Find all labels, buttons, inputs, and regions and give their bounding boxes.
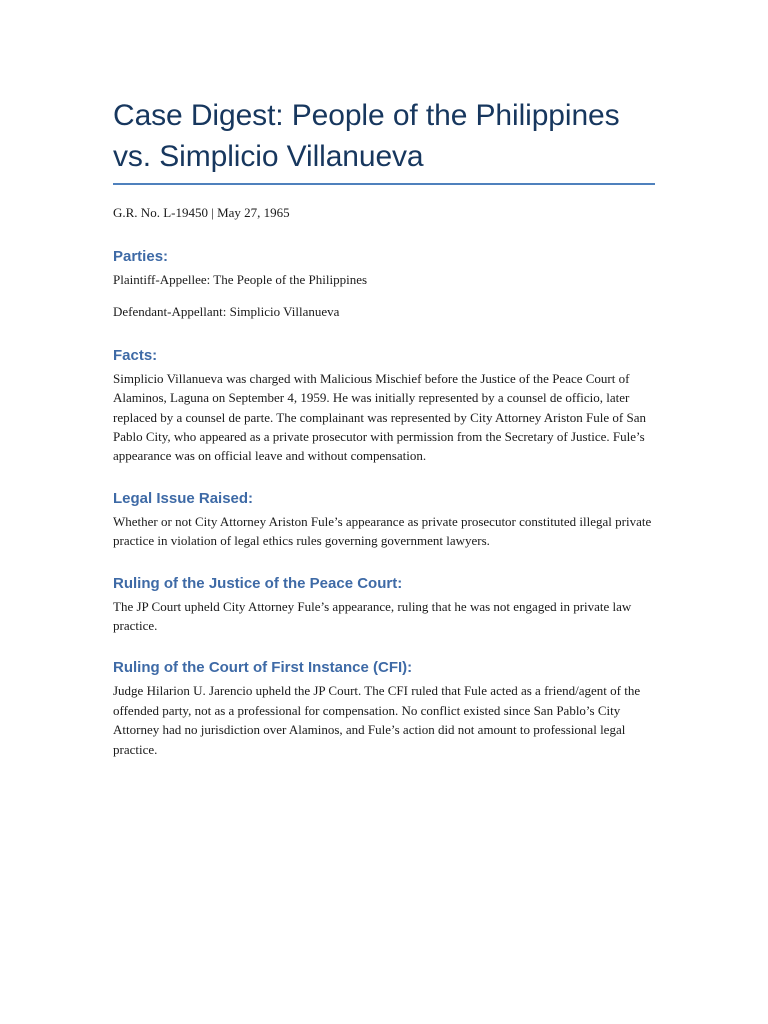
legal-issue-paragraph: Whether or not City Attorney Ariston Fule’s appearance as private prosecutor constituted illegal private practice in violation of legal ethics rules governing government lawyers. <box>113 513 652 549</box>
section-jp-ruling <box>113 574 655 636</box>
case-citation: G.R. No. L-19450 | May 27, 1965 <box>113 205 290 220</box>
section-heading-cfi-ruling: Ruling of the Court of First Instance (CFI): <box>113 659 413 677</box>
section-heading-facts: Facts: <box>113 346 158 364</box>
document-content <box>113 95 655 759</box>
facts-paragraph: Simplicio Villanueva was charged with Malicious Mischief before the Justice of the Peace Court of Alaminos, Laguna on September 4, 1959. He was initially represented by a counsel de officio, later replaced by a counsel de parte. The complainant was represented by City Attorney Ariston Fule of San Pablo City, who appeared as a private prosecutor with permission from the Secretary of Justice. Fule’s appearance was on official leave and without compensation. <box>113 370 646 464</box>
plaintiff-line: Plaintiff-Appellee: The People of the Philippines <box>113 272 368 287</box>
cfi-ruling-paragraph: Judge Hilarion U. Jarencio upheld the JP Court. The CFI ruled that Fule acted as a friend/agent of the offended party, not as a professional for compensation. No conflict existed since San Pablo’s City Attorney had no jurisdiction over Alaminos, and Fule’s action did not amount to professional legal practice. <box>113 683 641 757</box>
section-cfi-ruling <box>113 658 655 759</box>
section-facts <box>113 346 655 466</box>
title-underline <box>113 183 655 185</box>
section-heading-parties: Parties: <box>113 248 169 265</box>
section-heading-jp-ruling: Ruling of the Justice of the Peace Court: <box>113 574 403 592</box>
section-heading-legal-issue: Legal Issue Raised: <box>113 489 254 507</box>
defendant-line: Defendant-Appellant: Simplicio Villanueva <box>113 304 340 320</box>
jp-ruling-paragraph: The JP Court upheld City Attorney Fule’s appearance, ruling that he was not engaged in private law practice. <box>113 598 632 634</box>
document-title: Case Digest: People of the Philippines vs. Simplicio Villanueva <box>113 99 620 173</box>
section-parties <box>113 247 655 322</box>
section-legal-issue <box>113 489 655 551</box>
